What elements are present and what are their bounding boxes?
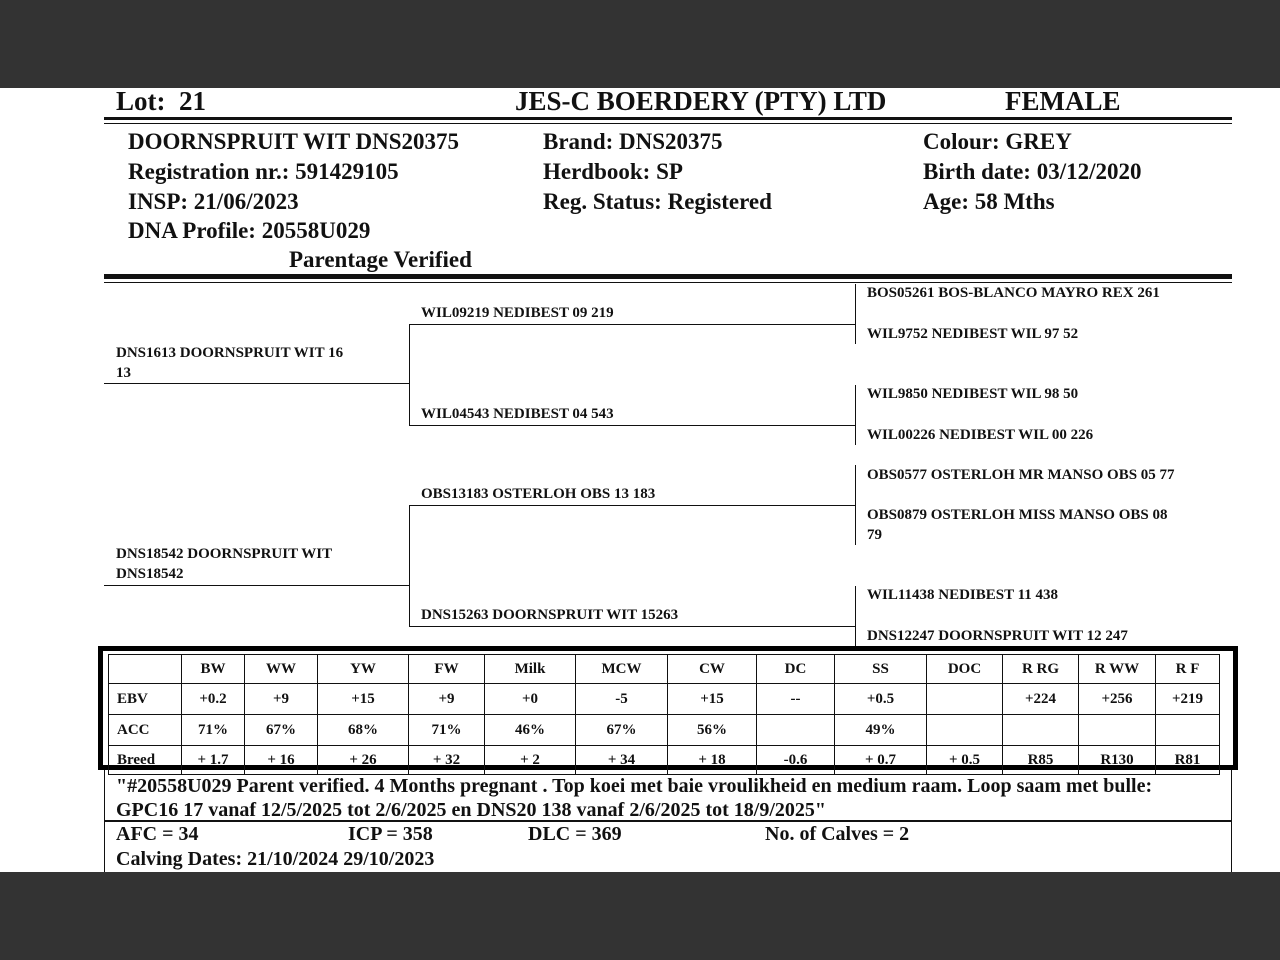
sire: DNS1613 DOORNSPRUIT WIT 16 [116, 345, 344, 361]
dam-sire: OBS13183 OSTERLOH OBS 13 183 [421, 486, 656, 502]
sire-line [104, 383, 409, 384]
animal-name: DOORNSPRUIT WIT DNS20375 [128, 129, 460, 154]
calving-dates: Calving Dates: 21/10/2024 29/10/2023 [116, 848, 435, 870]
row-label: Breed [109, 746, 182, 775]
colour: Colour: GREY [923, 129, 1072, 154]
info-rule-thin [104, 282, 1232, 283]
table-cell: 67% [576, 715, 668, 746]
table-cell: 71% [409, 715, 485, 746]
gen3-ancestor: WIL9752 NEDIBEST WIL 97 52 [867, 326, 1079, 342]
lot-label: Lot: 21 [116, 88, 206, 116]
gen3-ancestor: OBS0879 OSTERLOH MISS MANSO OBS 08 [867, 507, 1168, 523]
gen3-ancestor: WIL11438 NEDIBEST 11 438 [867, 587, 1059, 603]
table-cell: + 2 [485, 746, 576, 775]
row-label: EBV [109, 684, 182, 715]
table-cell: 67% [245, 715, 318, 746]
column-header: BW [182, 655, 245, 684]
column-header: Milk [485, 655, 576, 684]
table-cell: R81 [1156, 746, 1220, 775]
header-rule-thin [104, 123, 1232, 124]
table-cell: +256 [1079, 684, 1156, 715]
column-header: DC [757, 655, 835, 684]
table-cell: +0.2 [182, 684, 245, 715]
brand: Brand: DNS20375 [543, 129, 723, 154]
column-header [109, 655, 182, 684]
column-header: YW [318, 655, 409, 684]
dam-dam: DNS15263 DOORNSPRUIT WIT 15263 [421, 607, 679, 623]
dam-line [104, 585, 409, 586]
gen3-ancestor: WIL9850 NEDIBEST WIL 98 50 [867, 386, 1079, 402]
sire-name-cont: 13 [116, 365, 131, 381]
header-rule-thick [104, 117, 1232, 120]
gen3-ancestor: DNS12247 DOORNSPRUIT WIT 12 247 [867, 628, 1128, 644]
catalogue-sheet [0, 88, 1280, 872]
table-cell: + 34 [576, 746, 668, 775]
table-cell: 56% [668, 715, 757, 746]
number-of-calves: No. of Calves = 2 [765, 823, 910, 845]
column-header: WW [245, 655, 318, 684]
table-cell: 49% [835, 715, 927, 746]
table-cell [1003, 715, 1079, 746]
dam-bracket [409, 505, 410, 626]
acc-row [109, 715, 1220, 746]
column-header: MCW [576, 655, 668, 684]
comment-text: "#20558U029 Parent verified. 4 Months pregnant . Top koei met baie vroulikheid en medium raam. Loop saam met bulle: GPC16 17 vanaf 12/5/2025 tot 2/6/2025 en DNS20 138 vanaf 2/6/2025 tot 18/9/2025" [116, 775, 1153, 821]
row-label: ACC [109, 715, 182, 746]
table-cell: + 1.7 [182, 746, 245, 775]
gen3-bracket-3 [855, 465, 856, 545]
dam-name-cont: DNS18542 [116, 566, 184, 582]
table-cell [1079, 715, 1156, 746]
table-cell: + 26 [318, 746, 409, 775]
table-cell: + 16 [245, 746, 318, 775]
table-cell [927, 715, 1003, 746]
parentage-status: Parentage Verified [289, 247, 472, 272]
inspection-date: INSP: 21/06/2023 [128, 189, 299, 214]
gen3-bracket-1 [855, 284, 856, 344]
table-cell: +15 [668, 684, 757, 715]
table-cell: +219 [1156, 684, 1220, 715]
table-cell: 71% [182, 715, 245, 746]
birth-date: Birth date: 03/12/2020 [923, 159, 1142, 184]
column-header: R WW [1079, 655, 1156, 684]
column-header: R F [1156, 655, 1220, 684]
table-cell: -0.6 [757, 746, 835, 775]
table-cell: 68% [318, 715, 409, 746]
gen3-ancestor: WIL00226 NEDIBEST WIL 00 226 [867, 427, 1094, 443]
registration-status: Reg. Status: Registered [543, 189, 772, 214]
table-cell: +0.5 [835, 684, 927, 715]
age: Age: 58 Mths [923, 189, 1055, 214]
info-rule-thick [104, 274, 1232, 279]
column-header: R RG [1003, 655, 1079, 684]
table-cell: -5 [576, 684, 668, 715]
table-cell: + 0.7 [835, 746, 927, 775]
table-cell: +15 [318, 684, 409, 715]
sire-dam: WIL04543 NEDIBEST 04 543 [421, 406, 614, 422]
gen3-ancestor: OBS0577 OSTERLOH MR MANSO OBS 05 77 [867, 467, 1175, 483]
column-header: CW [668, 655, 757, 684]
gen3-ancestor-cont: 79 [867, 527, 882, 543]
table-cell: + 0.5 [927, 746, 1003, 775]
sex: FEMALE [1005, 88, 1121, 116]
table-cell: R130 [1079, 746, 1156, 775]
sire-sire: WIL09219 NEDIBEST 09 219 [421, 305, 614, 321]
sire-bracket [409, 324, 410, 425]
breeder-name: JES-C BOERDERY (PTY) LTD [515, 88, 887, 116]
herdbook: Herdbook: SP [543, 159, 683, 184]
column-header: SS [835, 655, 927, 684]
table-cell: +9 [245, 684, 318, 715]
column-header: FW [409, 655, 485, 684]
sire-dam-line [409, 425, 855, 426]
table-cell [757, 715, 835, 746]
table-cell: +0 [485, 684, 576, 715]
dam-dam-line [409, 626, 855, 627]
dlc: DLC = 369 [528, 823, 622, 845]
table-cell: 46% [485, 715, 576, 746]
table-cell [927, 684, 1003, 715]
lot-number: 21 [179, 88, 206, 116]
ebv-header-row [109, 655, 1220, 684]
dam-sire-line [409, 505, 855, 506]
gen3-bracket-2 [855, 385, 856, 445]
table-cell: +224 [1003, 684, 1079, 715]
ebv-table [108, 654, 1220, 775]
table-cell: -- [757, 684, 835, 715]
ebv-row [109, 684, 1220, 715]
gen3-bracket-4 [855, 586, 856, 646]
icp: ICP = 358 [348, 823, 433, 845]
table-cell: + 32 [409, 746, 485, 775]
column-header: DOC [927, 655, 1003, 684]
table-cell: R85 [1003, 746, 1079, 775]
table-cell: +9 [409, 684, 485, 715]
table-cell [1156, 715, 1220, 746]
afc: AFC = 34 [116, 823, 199, 845]
dna-profile: DNA Profile: 20558U029 [128, 218, 371, 243]
registration-number: Registration nr.: 591429105 [128, 159, 399, 184]
gen3-ancestor: BOS05261 BOS-BLANCO MAYRO REX 261 [867, 285, 1160, 301]
sire-sire-line [409, 324, 855, 325]
dam: DNS18542 DOORNSPRUIT WIT [116, 546, 333, 562]
table-cell: + 18 [668, 746, 757, 775]
